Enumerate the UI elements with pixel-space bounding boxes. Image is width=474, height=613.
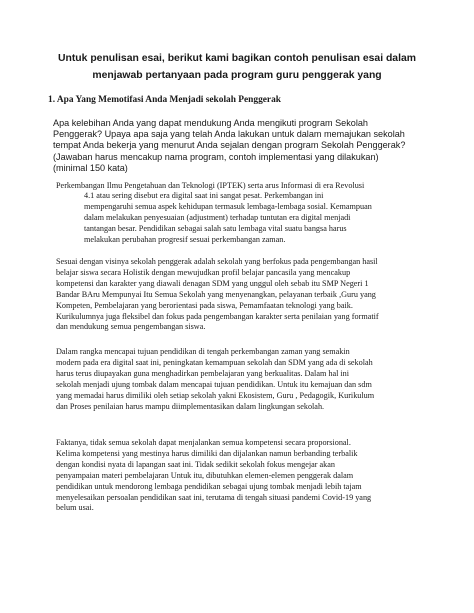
paragraph-line: belajar siswa secara Holistik dengan mewujudkan profil belajar pancasila yang mencakup: [56, 267, 351, 277]
paragraph-line: pendidikan untuk mendorong lembaga pendidikan sebagai ujung tombak menjadi lebih tajam: [56, 481, 362, 491]
title-line: Untuk penulisan esai, berikut kami bagikan contoh penulisan esai dalam: [58, 53, 416, 64]
paragraph-line: Dalam rangka mencapai tujuan pendidikan di tengah perkembangan zaman yang semakin: [56, 347, 350, 356]
question-line: (minimal 150 kata): [53, 162, 128, 173]
essay-question: [53, 118, 433, 174]
paragraph-line: Bandar BAru Mempunyai Itu Semua Sekolah yang menyenangkan, pelayanan terbaik ,Guru yang: [56, 289, 376, 299]
section-heading: 1. Apa Yang Memotifasi Anda Menjadi sekolah Penggerak: [48, 95, 281, 105]
paragraph-line: dan Proses penilaian harus mampu diimplementasikan dalam lingkungan sekolah.: [56, 401, 325, 411]
goals-paragraph: [56, 347, 428, 412]
document-title: [40, 50, 434, 84]
indent-line: dalam melakukan penyesuaian (adjustment) terhadap tuntutan era digital menjadi: [84, 212, 351, 222]
question-line: Apa kelebihan Anda yang dapat mendukung Anda mengikuti program Sekolah: [53, 118, 368, 128]
paragraph-line: sekolah menjadi ujung tombak dalam mencapai tujuan pendidikan. Untuk itu kemajuan dan sdm: [56, 379, 372, 389]
question-line: (Jawaban harus mencakup nama program, contoh implementasi yang dilakukan): [53, 151, 379, 162]
paragraph-line: menyelesaikan persoalan pendidikan saat ini, terutama di tengah situasi pandemi Covid-19 yang: [56, 492, 372, 502]
question-line: tempat Anda bekerja yang menurut Anda sejalan dengan program Sekolah Penggerak?: [53, 140, 406, 151]
vision-paragraph: [56, 257, 428, 333]
indent-line: 4.1 atau sering disebut era digital saat ini sangat pesat. Perkembangan ini: [84, 191, 324, 200]
paragraph-line: kompetensi dan karakter yang diawali denagan SDM yang unggul oleh sebab itu SMP Negeri 1: [56, 278, 369, 288]
paragraph-line: Kompeten, Pembelajaran yang berorientasi pada siswa, Pemamfaatan teknologi yang baik.: [56, 300, 353, 310]
indent-line: melakukan perubahan progresif sesuai perkembangan zaman.: [84, 234, 286, 244]
question-line: Penggerak? Upaya apa saja yang telah Anda lakukan untuk dalam memajukan sekolah: [53, 129, 405, 140]
intro-line: Perkembangan Ilmu Pengetahuan dan Teknologi (IPTEK) serta arus Informasi di era Revolusi: [56, 181, 365, 190]
paragraph-line: dengan kondisi nyata di lapangan saat ini. Tidak sedikit sekolah fokus mengejar akan: [56, 459, 335, 469]
paragraph-line: yang memadai harus dimiliki oleh setiap sekolah yakni Ekosistem, Guru , Pedagogik, Kurikulum: [56, 390, 375, 400]
title-line: menjawab pertanyaan pada program guru penggerak yang: [92, 70, 382, 81]
facts-paragraph: [56, 438, 428, 514]
paragraph-line: penyampaian materi pembelajaran Untuk itu, dibutuhkan elemen-elemen penggerak dalam: [56, 470, 354, 480]
paragraph-line: modern pada era digital saat ini, peningkatan kemampuan sekolah dan SDM yang ada di sekolah: [56, 357, 373, 367]
paragraph-line: Kurikulumnya juga fleksibel dan fokus pada pengembangan karakter serta penilaian yang formatif: [56, 311, 379, 321]
indent-line: mempengaruhi semua aspek kehidupan termasuk lembaga-lembaga sosial. Kemampuan: [84, 201, 372, 211]
paragraph-line: Kelima kompetensi yang mestinya harus dimiliki dan dijalankan namun berbanding terbalik: [56, 448, 358, 458]
indented-paragraph: [84, 191, 416, 246]
paragraph-line: Sesuai dengan visinya sekolah penggerak adalah sekolah yang berfokus pada pengembangan hasil: [56, 257, 378, 266]
paragraph-line: dan mendukung semua pengembangan siswa.: [56, 322, 206, 332]
paragraph-line: harus terus diupayakan guna menghadirkan pembelajaran yang berkualitas. Dalam hal ini: [56, 368, 350, 378]
paragraph-line: belum usai.: [56, 503, 94, 513]
indent-line: tantangan besar. Pendidikan sebagai salah satu lembaga vital suatu bangsa harus: [84, 223, 347, 233]
paragraph-line: Faktanya, tidak semua sekolah dapat menjalankan semua kompetensi secara proporsional.: [56, 438, 351, 447]
